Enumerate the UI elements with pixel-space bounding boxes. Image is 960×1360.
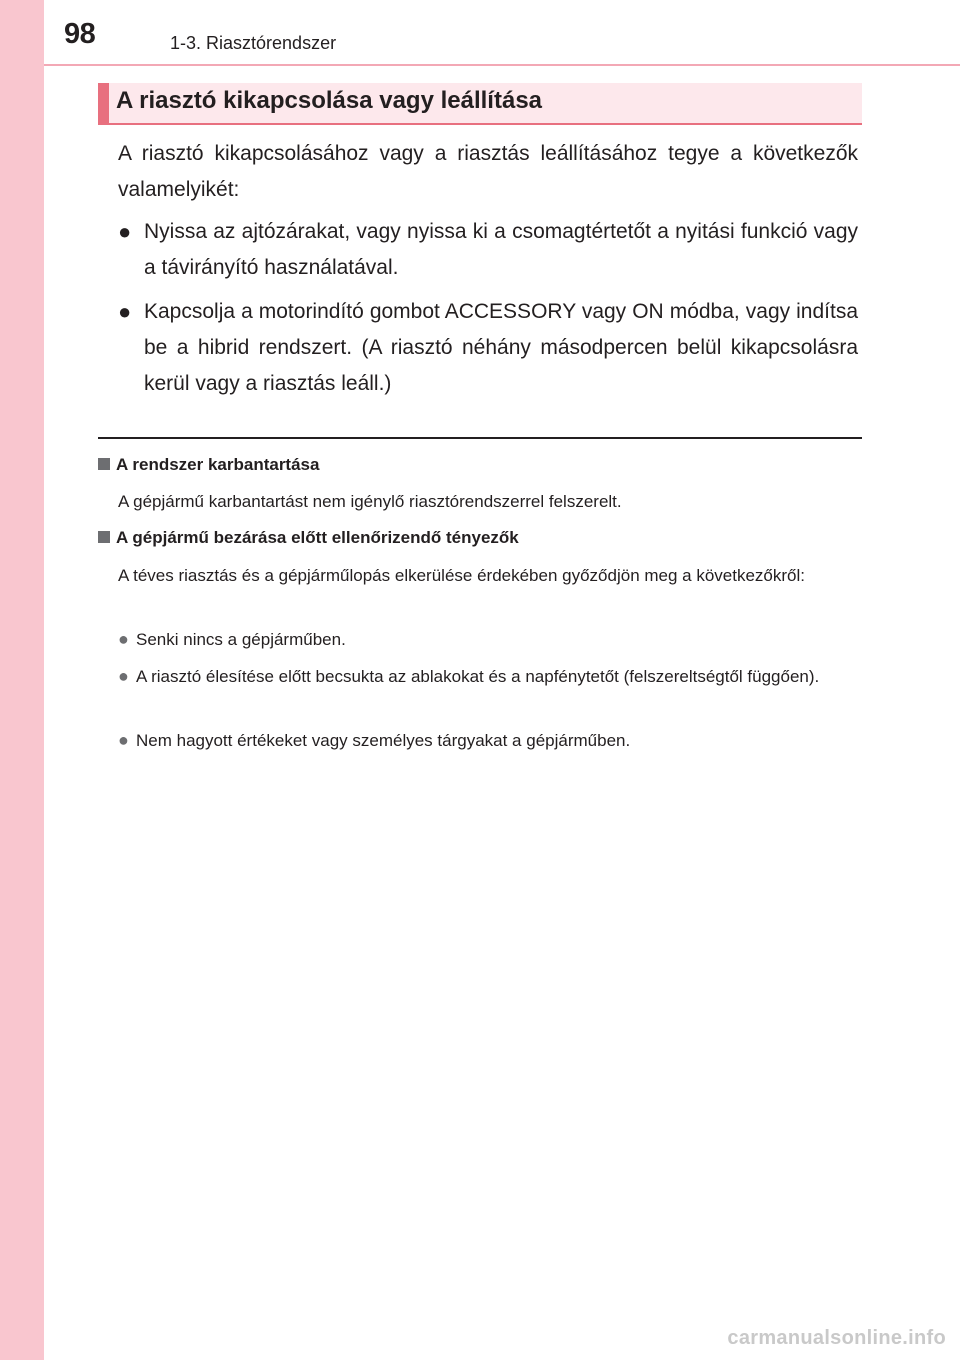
bullet-dot-icon: ●: [118, 299, 132, 324]
note-bullet-item: [118, 663, 862, 690]
main-bullet-item: [118, 294, 858, 402]
bullet-text: Nem hagyott értékeket vagy személyes tárgyakat a gépjárműben.: [136, 731, 631, 750]
bullet-dot-icon: ●: [118, 629, 129, 649]
header-rule: [44, 64, 960, 66]
note-heading-checks: [98, 528, 519, 548]
note-heading-maintenance: [98, 455, 319, 475]
bullet-dot-icon: ●: [118, 219, 132, 244]
page-number: 98: [64, 18, 96, 50]
note-heading-text: A gépjármű bezárása előtt ellenőrizendő tényezők: [116, 528, 519, 547]
bullet-dot-icon: ●: [118, 730, 129, 750]
title-accent: [98, 83, 109, 123]
main-bullet-item: [118, 214, 858, 286]
chapter-title: 1-3. Riasztórendszer: [170, 33, 337, 53]
section-title-bar: [98, 83, 862, 125]
square-marker-icon: [98, 531, 110, 543]
bullet-text: Senki nincs a gépjárműben.: [136, 630, 346, 649]
section-title: A riasztó kikapcsolása vagy leállítása: [116, 87, 543, 114]
note-text-checks: A téves riasztás és a gépjárműlopás elkerülése érdekében győződjön meg a következőkről:: [118, 566, 805, 585]
note-bullet-item: [118, 727, 862, 754]
bullet-text: A riasztó élesítése előtt becsukta az ablakokat és a napfénytetőt (felszereltségtől függően).: [136, 667, 820, 686]
bullet-text: Kapcsolja a motorindító gombot ACCESSORY vagy ON módba, vagy indítsa be a hibrid rendszert. (A riasztó néhány másodpercen belül kikapcsolásra kerül vagy a riasztás leáll.): [144, 300, 858, 395]
side-color-strip: [0, 0, 44, 1360]
note-bullet-item: [118, 626, 862, 653]
note-text-maintenance: A gépjármű karbantartást nem igénylő riasztórendszerrel felszerelt.: [118, 492, 622, 511]
bullet-dot-icon: ●: [118, 666, 129, 686]
watermark: carmanualsonline.info: [727, 1327, 946, 1349]
bullet-text: Nyissa az ajtózárakat, vagy nyissa ki a csomagtértetőt a nyitási funkció vagy a távirányító használatával.: [144, 220, 858, 279]
section-divider: [98, 437, 862, 439]
intro-text: A riasztó kikapcsolásához vagy a riasztás leállításához tegye a következők valamelyikét:: [118, 142, 858, 201]
square-marker-icon: [98, 458, 110, 470]
note-heading-text: A rendszer karbantartása: [116, 455, 320, 474]
